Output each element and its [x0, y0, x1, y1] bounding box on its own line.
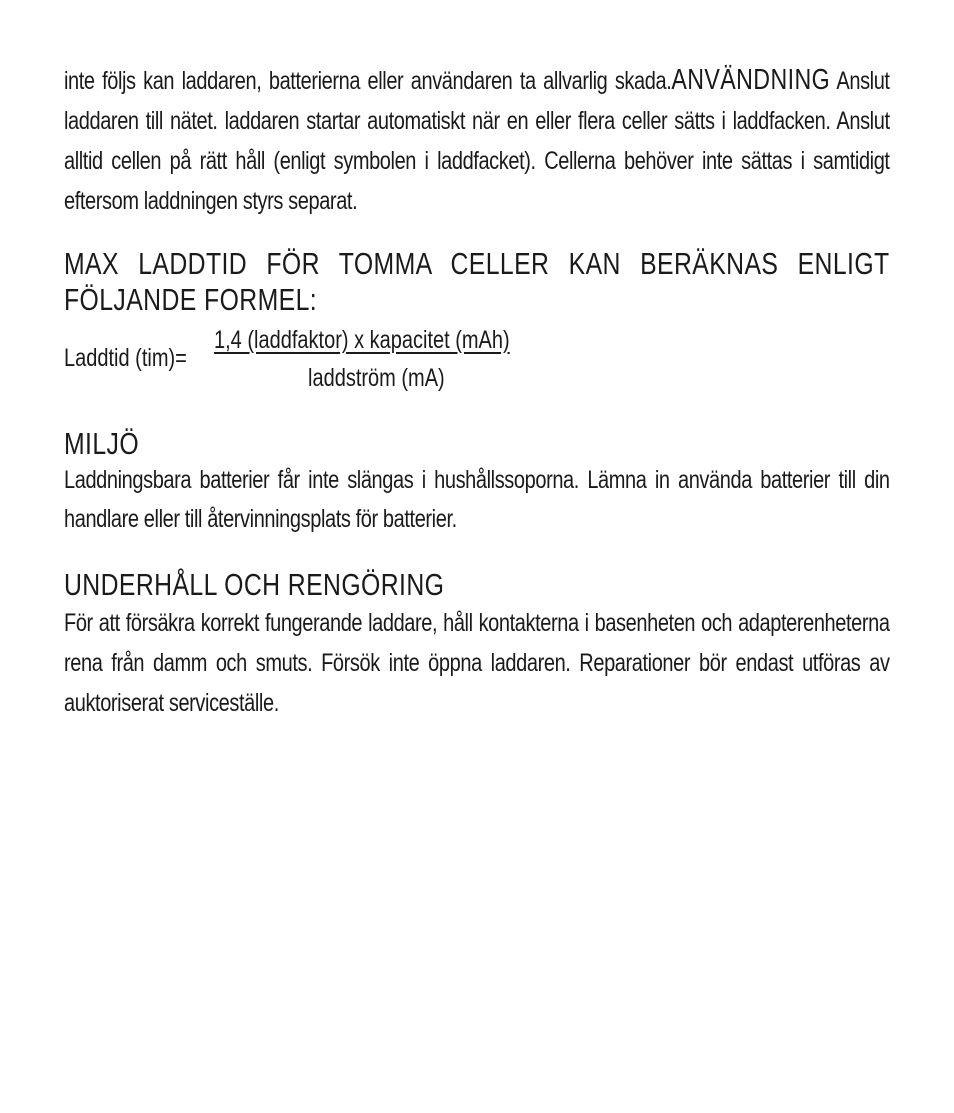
formula-numerator: 1,4 (laddfaktor) x kapacitet (mAh)	[214, 326, 510, 354]
usage-body: Anslut laddaren till nätet. laddaren startar automatiskt när en eller flera celler sätts i laddfacken. Anslut alltid cellen på rätt håll (enligt symbolen i laddfacket). Cellerna behöver inte sättas i samtidigt eftersom laddningen styrs separat.	[64, 67, 890, 215]
max-charge-heading: MAX LADDTID FÖR TOMMA CELLER KAN BERÄKNAS ENLIGT FÖLJANDE FORMEL:	[64, 246, 890, 317]
formula-denominator: laddström (mA)	[308, 364, 445, 392]
usage-paragraph	[64, 60, 890, 221]
intro-text: inte följs kan laddaren, batterierna eller användaren ta allvarlig skada.	[64, 67, 672, 95]
usage-heading: ANVÄNDNING	[671, 64, 831, 96]
usage-section	[64, 60, 890, 221]
charge-time-formula	[64, 326, 890, 412]
formula-label: Laddtid (tim)=	[64, 344, 187, 372]
maintenance-body: För att försäkra korrekt fungerande laddare, håll kontakterna i basenheten och adapterenheterna rena från damm och smuts. Försök inte öppna laddaren. Reparationer bör endast utföras av auktoriserat serviceställe.	[64, 609, 890, 717]
environment-body: Laddningsbara batterier får inte slängas i hushållssoporna. Lämna in använda batterier till din handlare eller till återvinningsplats för batterier.	[64, 466, 890, 533]
maintenance-heading: UNDERHÅLL OCH RENGÖRING	[64, 567, 445, 602]
environment-heading: MILJÖ	[64, 426, 140, 461]
max-charge-section	[64, 246, 890, 318]
maintenance-section	[64, 567, 890, 723]
environment-section	[64, 427, 890, 539]
